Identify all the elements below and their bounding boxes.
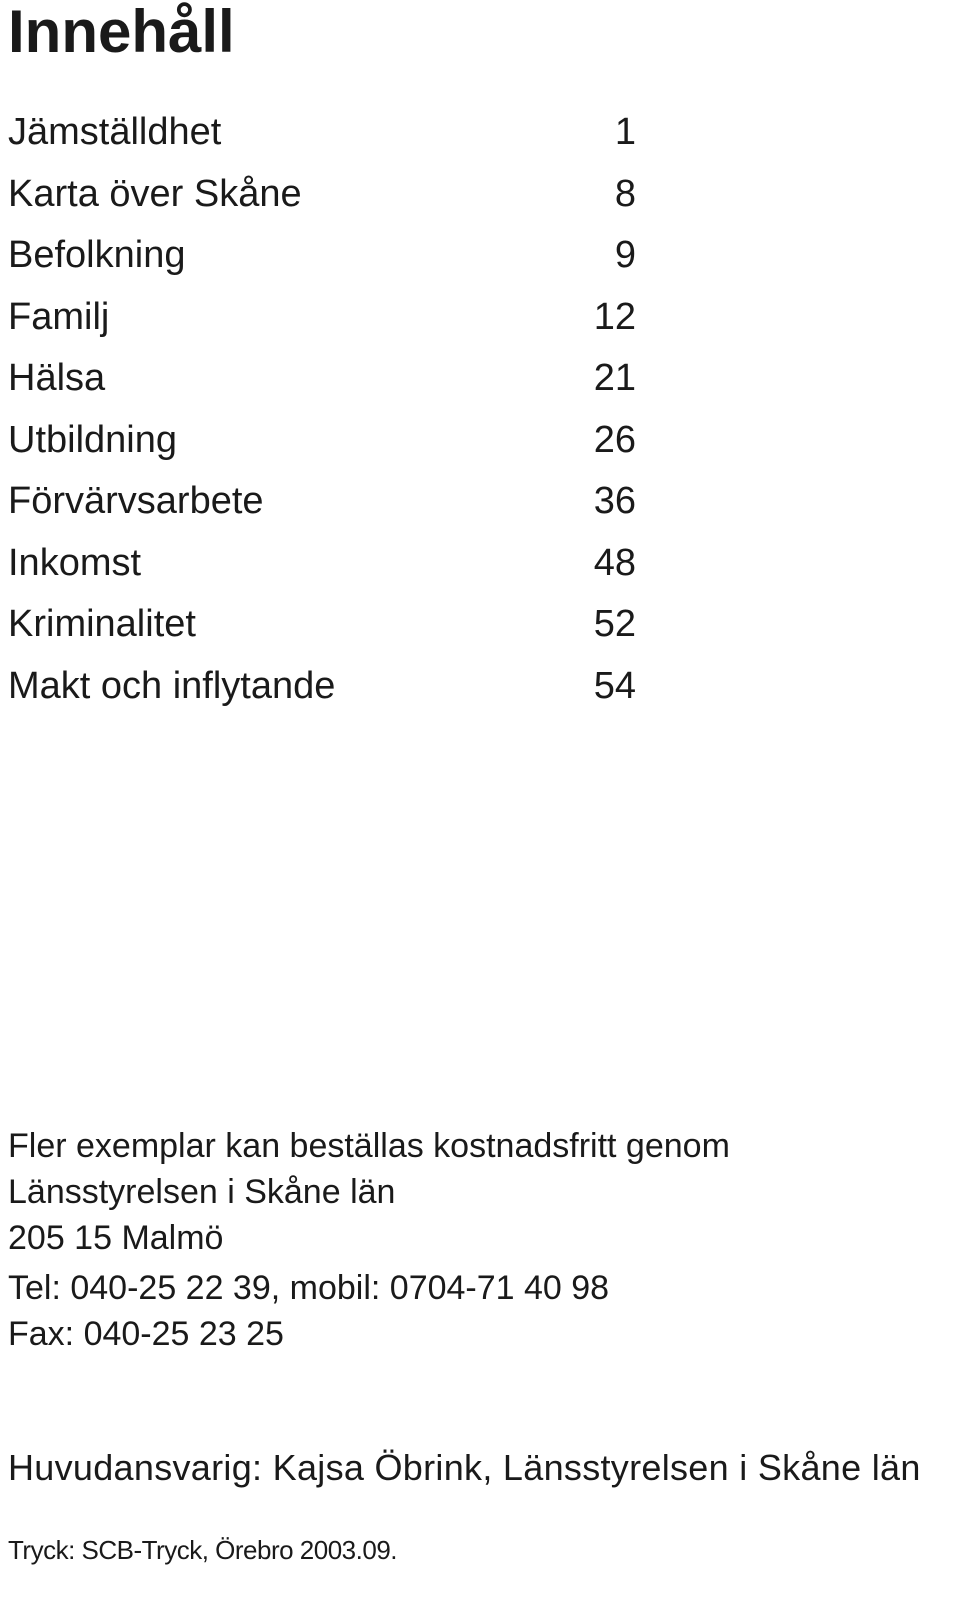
responsible-publisher: Huvudansvarig: Kajsa Öbrink, Länsstyrelsen i Skåne län <box>8 1447 921 1488</box>
order-info-fax: Fax: 040-25 23 25 <box>8 1315 284 1353</box>
toc-entry[interactable] <box>8 104 636 166</box>
toc-entry-page: 12 <box>593 295 636 338</box>
toc-entry-page: 21 <box>593 357 636 399</box>
toc-entry-page: 54 <box>593 664 636 707</box>
toc-entry-title: Hälsa <box>8 357 106 399</box>
toc-entry[interactable] <box>8 596 636 658</box>
order-info-intro: Fler exemplar kan beställas kostnadsfritt genom <box>8 1127 730 1165</box>
toc-entry-title: Befolkning <box>8 234 186 276</box>
toc-entry[interactable] <box>8 658 636 720</box>
toc-entry-title: Makt och inflytande <box>8 664 336 707</box>
table-of-contents <box>8 104 636 719</box>
page-title: Innehåll <box>8 0 235 65</box>
toc-entry-title: Inkomst <box>8 541 142 584</box>
order-info <box>8 1123 730 1357</box>
toc-entry[interactable] <box>8 535 636 597</box>
toc-entry[interactable] <box>8 289 636 351</box>
toc-entry-title: Jämställdhet <box>8 111 222 153</box>
toc-entry-title: Förvärvsarbete <box>8 480 264 522</box>
toc-entry-title: Kriminalitet <box>8 603 196 645</box>
order-info-postal-address: 205 15 Malmö <box>8 1219 224 1257</box>
toc-entry[interactable] <box>8 166 636 228</box>
toc-entry-title: Familj <box>8 295 110 338</box>
toc-entry-page: 9 <box>614 234 636 276</box>
toc-entry-page: 8 <box>614 172 636 215</box>
order-info-organization: Länsstyrelsen i Skåne län <box>8 1173 396 1211</box>
toc-entry-page: 52 <box>593 603 636 645</box>
toc-entry-title: Utbildning <box>8 418 177 461</box>
order-info-phone: Tel: 040-25 22 39, mobil: 0704-71 40 98 <box>8 1269 610 1307</box>
toc-entry-page: 36 <box>593 480 636 522</box>
toc-entry[interactable] <box>8 412 636 474</box>
toc-entry[interactable] <box>8 227 636 289</box>
toc-entry[interactable] <box>8 473 636 535</box>
toc-entry-page: 1 <box>614 111 636 153</box>
toc-entry-page: 48 <box>593 541 636 584</box>
print-info: Tryck: SCB-Tryck, Örebro 2003.09. <box>8 1535 398 1565</box>
toc-entry-title: Karta över Skåne <box>8 172 302 215</box>
toc-entry-page: 26 <box>593 418 636 461</box>
toc-entry[interactable] <box>8 350 636 412</box>
